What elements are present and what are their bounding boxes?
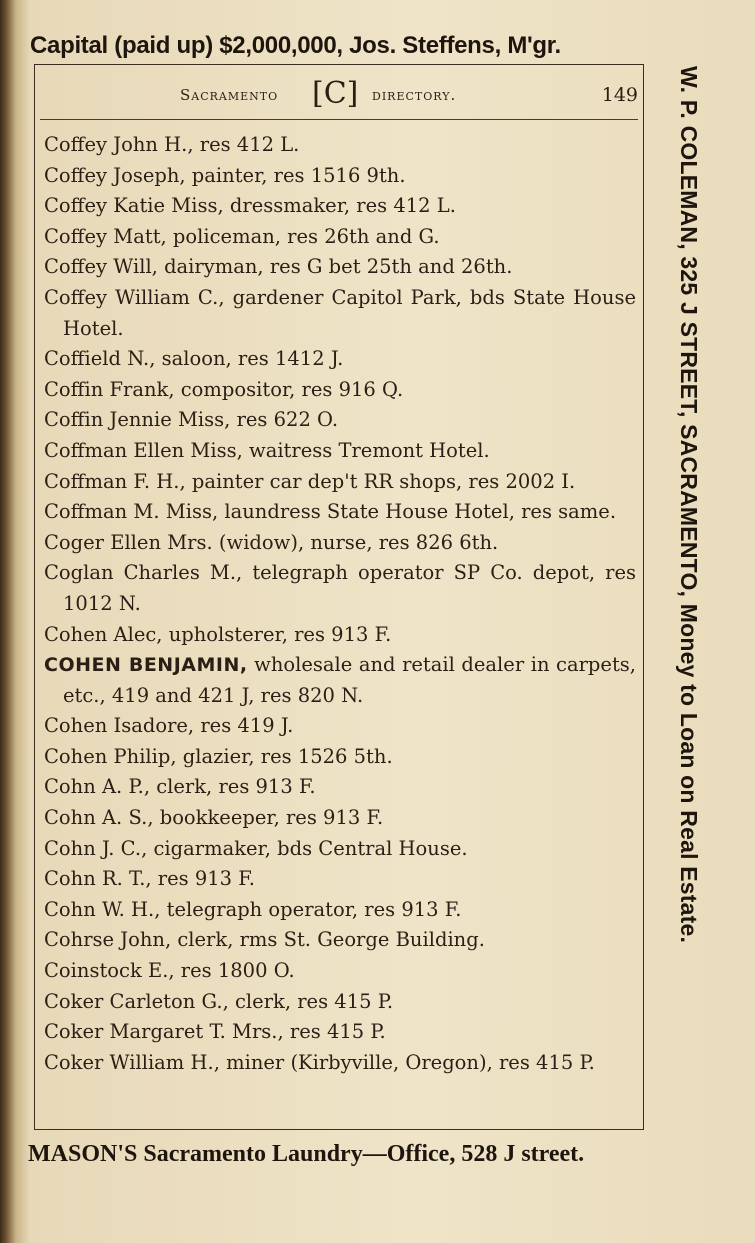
directory-entries <box>44 130 636 1078</box>
directory-entry <box>44 497 636 528</box>
entry-text: Coker William H., miner (Kirbyville, Oregon), res 415 P. <box>44 1050 595 1074</box>
directory-entry <box>44 283 636 344</box>
directory-entry <box>44 620 636 651</box>
entry-text: Cohn R. T., res 913 F. <box>44 867 255 891</box>
directory-entry <box>44 1048 636 1079</box>
page-number: 149 <box>601 84 638 106</box>
entry-text: Coffman F. H., painter car dep't RR shops, res 2002 I. <box>44 469 576 493</box>
side-advertisement: W. P. COLEMAN, 325 J STREET, SACRAMENTO, Money to Loan on Real Estate. <box>676 66 702 944</box>
directory-entry <box>44 711 636 742</box>
directory-entry <box>44 1017 636 1048</box>
header-section-letter: [C] <box>312 76 359 111</box>
entry-text: Cohen Alec, upholsterer, res 913 F. <box>44 622 392 646</box>
directory-entry <box>44 803 636 834</box>
directory-entry <box>44 834 636 865</box>
directory-entry <box>44 528 636 559</box>
directory-entry <box>44 864 636 895</box>
directory-entry <box>44 222 636 253</box>
entry-text: Coker Margaret T. Mrs., res 415 P. <box>44 1020 386 1044</box>
bottom-advertisement: MASON'S Sacramento Laundry—Office, 528 J street. <box>28 1141 585 1167</box>
entry-text: Coffey Matt, policeman, res 26th and G. <box>44 224 440 248</box>
running-header <box>40 76 638 112</box>
directory-entry <box>44 772 636 803</box>
entry-text: Coker Carleton G., clerk, res 415 P. <box>44 989 394 1013</box>
entry-text: Coffey John H., res 412 L. <box>44 133 300 156</box>
entry-text: Cohrse John, clerk, rms St. George Building. <box>44 928 485 952</box>
directory-entry <box>44 375 636 406</box>
entry-text: Cohen Isadore, res 419 J. <box>44 714 294 738</box>
directory-entry <box>44 558 636 619</box>
entry-text: wholesale and retail dealer in carpets, etc., 419 and 421 J, res 820 N. <box>63 653 636 707</box>
header-directory: directory. <box>372 86 457 104</box>
entry-text: Coffey William C., gardener Capitol Park, bds State House Hotel. <box>44 285 636 340</box>
entry-text: Coffin Jennie Miss, res 622 O. <box>44 408 339 432</box>
entry-text: Coffin Frank, compositor, res 916 Q. <box>44 377 404 401</box>
top-advertisement: Capital (paid up) $2,000,000, Jos. Steffens, M'gr. <box>30 32 561 59</box>
directory-entry <box>44 161 636 192</box>
entry-bold-name: COHEN BENJAMIN, <box>44 654 248 677</box>
entry-text: Cohn A. P., clerk, res 913 F. <box>44 775 316 799</box>
entry-text: Coger Ellen Mrs. (widow), nurse, res 826 6th. <box>44 530 499 554</box>
entry-text: Coffman Ellen Miss, waitress Tremont Hotel. <box>44 438 490 462</box>
directory-entry <box>44 436 636 467</box>
entry-text: Coffey Katie Miss, dressmaker, res 412 L. <box>44 194 456 218</box>
entry-text: Coglan Charles M., telegraph operator SP Co. depot, res 1012 N. <box>44 561 636 615</box>
directory-entry <box>44 650 636 711</box>
entry-text: Coffield N., saloon, res 1412 J. <box>44 347 344 371</box>
directory-entry <box>44 925 636 956</box>
directory-entry <box>44 344 636 375</box>
entry-text: Cohen Philip, glazier, res 1526 5th. <box>44 744 393 768</box>
directory-entry <box>44 130 636 161</box>
directory-entry <box>44 467 636 498</box>
directory-entry <box>44 191 636 222</box>
header-city: Sacramento <box>180 86 279 104</box>
directory-entry <box>44 895 636 926</box>
directory-entry <box>44 987 636 1018</box>
entry-text: Cohn A. S., bookkeeper, res 913 F. <box>44 806 384 830</box>
entry-text: Coffey Will, dairyman, res G bet 25th and 26th. <box>44 255 513 279</box>
entry-text: Coinstock E., res 1800 O. <box>44 959 295 983</box>
directory-entry <box>44 405 636 436</box>
directory-entry <box>44 252 636 283</box>
directory-entry <box>44 742 636 773</box>
entry-text: Cohn W. H., telegraph operator, res 913 F. <box>44 897 462 921</box>
directory-entry <box>44 956 636 987</box>
entry-text: Coffey Joseph, painter, res 1516 9th. <box>44 163 406 187</box>
header-rule <box>40 119 638 120</box>
entry-text: Cohn J. C., cigarmaker, bds Central House. <box>44 836 468 860</box>
entry-text: Coffman M. Miss, laundress State House Hotel, res same. <box>44 500 617 524</box>
